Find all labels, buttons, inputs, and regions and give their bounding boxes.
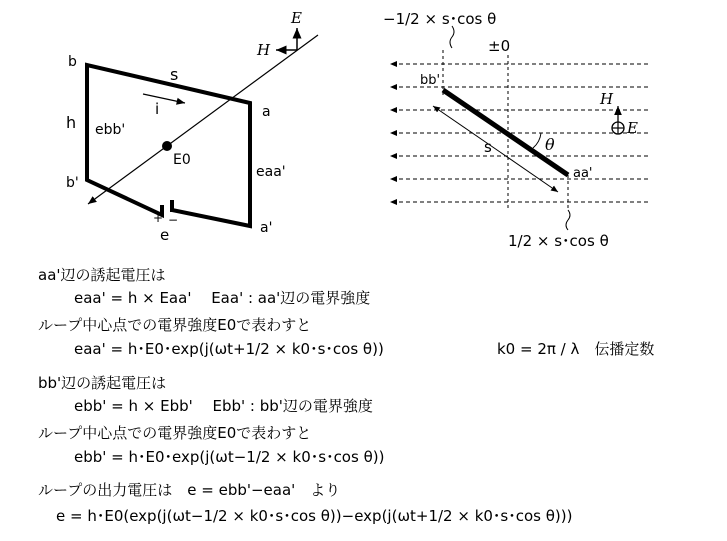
text-aa-heading: aa'辺の誘起電圧は [38,266,166,284]
squiggle-bottom [566,210,570,230]
squiggle-top [450,26,454,48]
label-E0: E0 [173,152,191,168]
label-aprime: a' [260,220,273,236]
center-point [162,141,172,151]
label-E-right: E [627,119,638,137]
label-e: e [160,226,170,244]
text-output-heading: ループの出力電圧は e = ebb'−eaa' より [38,481,341,499]
loop-antenna-diagram [0,0,727,270]
reference-lines [443,50,568,208]
text-center-point-1: ループ中心点での電界強度E0で表わすと [38,316,312,334]
label-bprime: b' [66,175,79,191]
label-bb: bb' [420,73,441,88]
label-H-right: H [600,90,614,108]
label-ebb: ebb' [95,122,126,138]
label-E-field: E [291,9,302,27]
label-s-right: s [484,138,492,156]
label-plus: + [153,211,164,225]
label-H-field: H [257,41,271,59]
label-theta: θ [545,135,555,154]
label-zero: ±0 [488,37,511,55]
current-arrow [143,94,185,103]
theta-arc [533,133,541,148]
label-eaa: eaa' [256,164,286,180]
label-minus-half-scos: −1/2 × s･cos θ [383,10,497,28]
label-s: s [170,65,179,84]
text-eaa-definition: eaa' = h × Eaa' Eaa' : aa'辺の電界強度 [74,289,371,307]
s-dimension-arrow-2 [500,152,558,192]
label-i: i [155,100,160,118]
label-b: b [68,54,77,70]
text-bb-heading: bb'辺の誘起電圧は [38,374,167,392]
label-minus: − [168,213,179,227]
text-output-expression: e = h･E0(exp(j(ωt−1/2 × k0･s･cos θ))−exp(j(ωt+1/2 × k0･s･cos θ))) [56,507,573,525]
left-loop-diagram [66,9,318,244]
label-a: a [262,104,271,120]
text-ebb-definition: ebb' = h × Ebb' Ebb' : bb'辺の電界強度 [74,397,373,415]
right-field-diagram [383,10,648,250]
label-h: h [66,113,77,132]
text-center-point-2: ループ中心点での電界強度E0で表わすと [38,424,312,442]
text-eaa-expression: eaa' = h･E0･exp(j(ωt+1/2 × k0･s･cos θ)) [74,340,384,358]
label-half-scos: 1/2 × s･cos θ [508,232,609,250]
label-aa: aa' [573,166,593,181]
text-ebb-expression: ebb' = h･E0･exp(j(ωt−1/2 × k0･s･cos θ)) [74,448,385,466]
text-k0-definition: k0 = 2π / λ 伝播定数 [497,340,655,358]
